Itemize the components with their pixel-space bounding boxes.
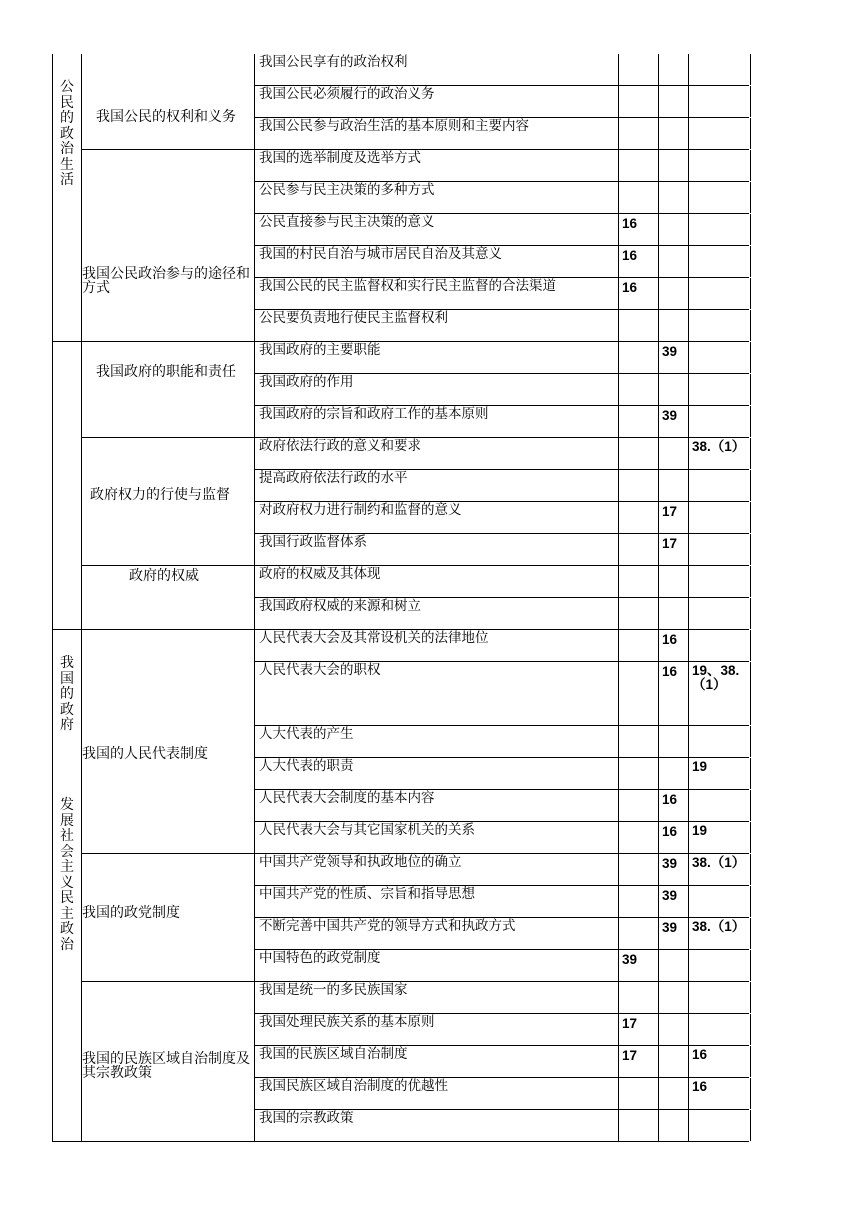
unit-title: 发展社会主义民主政治 xyxy=(60,797,74,953)
exam-year-a-cell xyxy=(618,662,658,725)
exam-year-a-cell xyxy=(618,342,658,373)
question-number: 39 xyxy=(662,920,678,935)
exam-year-a-cell xyxy=(618,566,658,597)
table-row xyxy=(254,246,749,278)
exam-year-b-cell xyxy=(658,86,688,117)
question-number: 16 xyxy=(692,1047,708,1062)
exam-year-b-cell xyxy=(658,1078,688,1109)
exam-year-a-cell xyxy=(618,598,658,629)
question-number: 38.（1） xyxy=(692,855,746,870)
knowledge-point: 我国政府的宗旨和政府工作的基本原则 xyxy=(259,406,489,422)
exam-year-c-cell xyxy=(688,182,751,213)
exam-year-b-cell xyxy=(658,246,688,277)
exam-year-c-cell xyxy=(688,310,751,341)
table-row xyxy=(254,982,749,1014)
exam-year-b-cell xyxy=(658,630,688,661)
exam-year-b-cell xyxy=(658,1014,688,1045)
exam-year-c-cell xyxy=(688,150,751,181)
question-number: 39 xyxy=(622,952,638,967)
exam-year-a-cell xyxy=(618,534,658,565)
exam-year-b-cell xyxy=(658,374,688,405)
exam-year-c-cell xyxy=(688,1110,751,1141)
table-row xyxy=(254,950,749,982)
exam-year-c-cell xyxy=(688,630,751,661)
table-row xyxy=(254,406,749,438)
exam-year-c-cell xyxy=(688,822,751,853)
exam-year-c-cell xyxy=(688,438,751,469)
exam-year-a-cell xyxy=(618,54,658,85)
exam-year-a-cell xyxy=(618,182,658,213)
knowledge-point: 对政府权力进行制约和监督的意义 xyxy=(259,502,462,518)
exam-year-a-cell xyxy=(618,406,658,437)
exam-year-a-cell xyxy=(618,118,658,149)
question-number: 19 xyxy=(692,823,708,838)
topic-cell xyxy=(81,982,254,1142)
knowledge-point: 人大代表的职责 xyxy=(259,758,354,774)
exam-year-c-cell xyxy=(688,726,751,757)
exam-year-c-cell xyxy=(688,918,751,949)
exam-year-b-cell xyxy=(658,182,688,213)
exam-year-b-cell xyxy=(658,150,688,181)
unit-cell xyxy=(52,630,81,1142)
knowledge-point: 我国政府权威的来源和树立 xyxy=(259,598,421,614)
table-row xyxy=(254,470,749,502)
question-number: 16 xyxy=(622,248,638,263)
question-number: 38.（1） xyxy=(692,919,746,934)
knowledge-point: 我国处理民族关系的基本原则 xyxy=(259,1014,435,1030)
knowledge-point: 人民代表大会的职权 xyxy=(259,662,381,678)
exam-year-a-cell xyxy=(618,1110,658,1141)
table-row xyxy=(254,182,749,214)
exam-year-b-cell xyxy=(658,1110,688,1141)
exam-year-b-cell xyxy=(658,214,688,245)
exam-year-b-cell xyxy=(658,982,688,1013)
question-number: 16 xyxy=(622,216,638,231)
table-row xyxy=(254,1014,749,1046)
question-number: 16 xyxy=(662,792,678,807)
topic-title: 政府的权威 xyxy=(129,568,199,584)
knowledge-point: 人民代表大会制度的基本内容 xyxy=(259,790,435,806)
exam-year-a-cell xyxy=(618,726,658,757)
question-number: 16 xyxy=(692,1079,708,1094)
table-row xyxy=(254,886,749,918)
table-row xyxy=(254,726,749,758)
unit-title: 公民的政治生活 xyxy=(60,79,74,188)
unit-cell xyxy=(52,54,81,342)
exam-year-a-cell xyxy=(618,310,658,341)
question-number: 17 xyxy=(662,536,678,551)
topic-title: 我国的民族区域自治制度及其宗教政策 xyxy=(82,1051,250,1081)
exam-year-b-cell xyxy=(658,310,688,341)
knowledge-point: 政府的权威及其体现 xyxy=(259,566,381,582)
exam-year-c-cell xyxy=(688,854,751,885)
exam-year-a-cell xyxy=(618,1046,658,1077)
topic-cell xyxy=(81,54,254,150)
question-number: 16 xyxy=(662,632,678,647)
exam-year-c-cell xyxy=(688,886,751,917)
table-row xyxy=(254,214,749,246)
exam-year-a-cell xyxy=(618,374,658,405)
exam-year-a-cell xyxy=(618,822,658,853)
table-row xyxy=(254,86,749,118)
question-number: 19、38.（1） xyxy=(692,663,740,692)
exam-year-a-cell xyxy=(618,214,658,245)
knowledge-point: 我国的民族区域自治制度 xyxy=(259,1046,408,1062)
exam-year-c-cell xyxy=(688,406,751,437)
exam-year-b-cell xyxy=(658,1046,688,1077)
knowledge-point: 人大代表的产生 xyxy=(259,726,354,742)
exam-year-b-cell xyxy=(658,790,688,821)
exam-year-c-cell xyxy=(688,1014,751,1045)
table-row xyxy=(254,342,749,374)
topic-title: 我国政府的职能和责任 xyxy=(96,364,236,380)
table-row xyxy=(254,1078,749,1110)
exam-year-c-cell xyxy=(688,342,751,373)
table-row xyxy=(254,854,749,886)
question-number: 17 xyxy=(662,504,678,519)
table-row xyxy=(254,310,749,342)
knowledge-point: 人民代表大会及其常设机关的法律地位 xyxy=(259,630,489,646)
question-number: 17 xyxy=(622,1016,638,1031)
topic-cell xyxy=(81,630,254,854)
question-number: 39 xyxy=(662,888,678,903)
knowledge-point: 我国的宗教政策 xyxy=(259,1110,354,1126)
topic-cell xyxy=(81,854,254,982)
exam-year-c-cell xyxy=(688,1046,751,1077)
knowledge-point: 我国的选举制度及选举方式 xyxy=(259,150,421,166)
exam-year-b-cell xyxy=(658,278,688,309)
table-row xyxy=(254,54,749,86)
exam-year-b-cell xyxy=(658,918,688,949)
knowledge-point: 政府依法行政的意义和要求 xyxy=(259,438,421,454)
exam-year-b-cell xyxy=(658,534,688,565)
exam-year-c-cell xyxy=(688,470,751,501)
table-row xyxy=(254,790,749,822)
knowledge-point: 我国公民的民主监督权和实行民主监督的合法渠道 xyxy=(259,278,556,294)
exam-year-b-cell xyxy=(658,662,688,725)
exam-year-a-cell xyxy=(618,1014,658,1045)
exam-year-a-cell xyxy=(618,630,658,661)
table-row xyxy=(254,502,749,534)
knowledge-point: 中国共产党的性质、宗旨和指导思想 xyxy=(259,886,475,902)
exam-year-a-cell xyxy=(618,502,658,533)
question-number: 39 xyxy=(662,856,678,871)
exam-year-c-cell xyxy=(688,278,751,309)
exam-year-a-cell xyxy=(618,150,658,181)
syllabus-table xyxy=(52,54,749,1127)
knowledge-point: 公民直接参与民主决策的意义 xyxy=(259,214,435,230)
exam-year-c-cell xyxy=(688,790,751,821)
knowledge-point: 中国共产党领导和执政地位的确立 xyxy=(259,854,462,870)
exam-year-c-cell xyxy=(688,86,751,117)
exam-year-a-cell xyxy=(618,918,658,949)
exam-year-b-cell xyxy=(658,342,688,373)
exam-year-b-cell xyxy=(658,598,688,629)
exam-year-b-cell xyxy=(658,758,688,789)
table-row xyxy=(254,534,749,566)
exam-year-c-cell xyxy=(688,534,751,565)
exam-year-c-cell xyxy=(688,54,751,85)
knowledge-point: 我国公民必须履行的政治义务 xyxy=(259,86,435,102)
exam-year-b-cell xyxy=(658,54,688,85)
exam-year-c-cell xyxy=(688,1078,751,1109)
knowledge-point: 我国政府的主要职能 xyxy=(259,342,381,358)
exam-year-a-cell xyxy=(618,790,658,821)
unit-cell xyxy=(52,342,81,733)
exam-year-c-cell xyxy=(688,214,751,245)
exam-year-b-cell xyxy=(658,438,688,469)
knowledge-point: 公民参与民主决策的多种方式 xyxy=(259,182,435,198)
knowledge-point: 公民要负责地行使民主监督权利 xyxy=(259,310,448,326)
question-number: 39 xyxy=(662,344,678,359)
exam-year-a-cell xyxy=(618,1078,658,1109)
knowledge-point: 我国民族区域自治制度的优越性 xyxy=(259,1078,448,1094)
table-row xyxy=(254,822,749,854)
knowledge-point: 我国行政监督体系 xyxy=(259,534,367,550)
exam-year-c-cell xyxy=(688,758,751,789)
table-row xyxy=(254,598,749,630)
exam-year-a-cell xyxy=(618,982,658,1013)
knowledge-point: 人民代表大会与其它国家机关的关系 xyxy=(259,822,475,838)
exam-year-a-cell xyxy=(618,950,658,981)
exam-year-c-cell xyxy=(688,662,751,725)
question-number: 19 xyxy=(692,759,708,774)
table-row xyxy=(254,150,749,182)
exam-year-c-cell xyxy=(688,982,751,1013)
table-row xyxy=(254,918,749,950)
exam-year-b-cell xyxy=(658,470,688,501)
question-number: 38.（1） xyxy=(692,439,746,454)
exam-year-a-cell xyxy=(618,854,658,885)
exam-year-b-cell xyxy=(658,406,688,437)
exam-year-c-cell xyxy=(688,598,751,629)
topic-title: 我国的政党制度 xyxy=(82,905,180,921)
topic-cell xyxy=(81,566,254,630)
exam-year-c-cell xyxy=(688,118,751,149)
question-number: 39 xyxy=(662,408,678,423)
exam-year-b-cell xyxy=(658,822,688,853)
exam-year-a-cell xyxy=(618,246,658,277)
topic-title: 我国公民政治参与的途径和方式 xyxy=(82,266,250,296)
exam-year-a-cell xyxy=(618,470,658,501)
exam-year-c-cell xyxy=(688,502,751,533)
exam-year-c-cell xyxy=(688,374,751,405)
exam-year-b-cell xyxy=(658,726,688,757)
knowledge-point: 我国公民享有的政治权利 xyxy=(259,54,408,70)
table-row xyxy=(254,118,749,150)
question-number: 16 xyxy=(622,280,638,295)
exam-year-a-cell xyxy=(618,886,658,917)
exam-year-a-cell xyxy=(618,758,658,789)
topic-title: 我国公民的权利和义务 xyxy=(96,109,236,125)
exam-year-b-cell xyxy=(658,950,688,981)
knowledge-point: 提高政府依法行政的水平 xyxy=(259,470,408,486)
exam-year-a-cell xyxy=(618,86,658,117)
knowledge-point: 我国的村民自治与城市居民自治及其意义 xyxy=(259,246,502,262)
question-number: 16 xyxy=(662,664,678,679)
question-number: 16 xyxy=(662,824,678,839)
topic-cell xyxy=(81,342,254,438)
exam-year-b-cell xyxy=(658,886,688,917)
exam-year-b-cell xyxy=(658,502,688,533)
table-row xyxy=(254,662,749,726)
table-row xyxy=(254,630,749,662)
exam-year-b-cell xyxy=(658,118,688,149)
table-row xyxy=(254,374,749,406)
knowledge-point: 我国政府的作用 xyxy=(259,374,354,390)
knowledge-point: 中国特色的政党制度 xyxy=(259,950,381,966)
knowledge-point: 我国是统一的多民族国家 xyxy=(259,982,408,998)
exam-year-a-cell xyxy=(618,438,658,469)
table-row xyxy=(254,438,749,470)
table-row xyxy=(254,1046,749,1078)
topic-cell xyxy=(81,438,254,566)
exam-year-c-cell xyxy=(688,566,751,597)
question-number: 17 xyxy=(622,1048,638,1063)
table-row xyxy=(254,1110,749,1142)
table-row xyxy=(254,566,749,598)
unit-title: 我国的政府 xyxy=(60,655,74,733)
knowledge-point: 我国公民参与政治生活的基本原则和主要内容 xyxy=(259,118,529,134)
knowledge-point: 不断完善中国共产党的领导方式和执政方式 xyxy=(259,918,516,934)
table-row xyxy=(254,278,749,310)
topic-title: 我国的人民代表制度 xyxy=(82,746,208,762)
exam-year-b-cell xyxy=(658,566,688,597)
topic-title: 政府权力的行使与监督 xyxy=(90,487,230,503)
topic-cell xyxy=(81,150,254,342)
exam-year-c-cell xyxy=(688,950,751,981)
table-row xyxy=(254,758,749,790)
exam-year-c-cell xyxy=(688,246,751,277)
exam-year-b-cell xyxy=(658,854,688,885)
exam-year-a-cell xyxy=(618,278,658,309)
